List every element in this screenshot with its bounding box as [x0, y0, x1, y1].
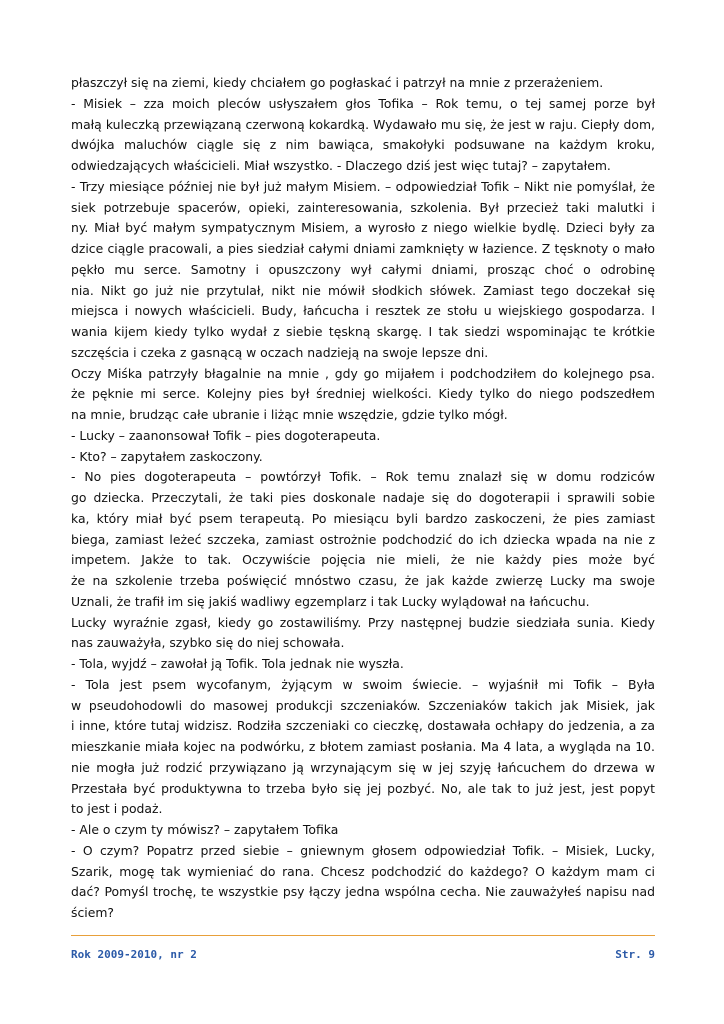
text-line: - Ale o czym ty mówisz? – zapytałem Tofika	[71, 822, 339, 837]
text-line: miejsca i nowych właścicieli. Budy, łańcucha i resztek ze stołu u wiejskiego gospodarza. I	[71, 303, 655, 319]
text-line: - Tola, wyjdź – zawołał ją Tofik. Tola jednak nie wyszła.	[71, 656, 404, 671]
footer-page-number: Str. 9	[615, 948, 655, 961]
text-line: Lucky wyraźnie zgasł, kiedy go zostawiliśmy. Przy następnej budzie siedziała sunia. Kiedy	[71, 614, 655, 630]
text-line: że pęknie mi serce. Kolejny pies był średniej wielkości. Kiedy tylko do niego podszedłem	[71, 386, 655, 402]
text-line: biega, zamiast leżeć szczeka, zamiast ostrożnie podchodzić do ich dziecka wpada na nie z	[71, 531, 655, 547]
text-line: płaszczył się na ziemi, kiedy chciałem go pogłaskać i patrzył na mnie z przerażeniem.	[71, 75, 604, 90]
text-line: dzice ciągle pracowali, a pies siedział całymi dniami zamknięty w łazience. Z tęsknoty o mało	[71, 241, 655, 256]
text-line: go dziecka. Przeczytali, że taki pies doskonale nadaje się do dogoterapii i sprawili sobie	[71, 490, 655, 505]
text-line: - Misiek – zza moich pleców usłyszałem głos Tofika – Rok temu, o tej samej porze był	[71, 95, 655, 111]
text-line: że na szkolenie trzeba poświęcić mnóstwo czasu, że jak każde zwierzę Lucky ma swoje	[71, 573, 655, 588]
text-line: dać? Pomyśl trochę, te wszystkie psy łączy jedna wspólna cecha. Nie zauważyłeś napisu nad	[71, 884, 655, 900]
text-line: impetem. Jakże to tak. Oczywiście pojęcia nie mieli, że nie każdy pies może być	[71, 552, 655, 568]
text-line: - Kto? – zapytałem zaskoczony.	[71, 448, 263, 464]
text-line: - Lucky – zaanonsował Tofik – pies dogoterapeuta.	[71, 427, 381, 443]
text-line: Uznali, że trafił im się jakiś wadliwy egzemplarz i tak Lucky wylądował na łańcuchu.	[71, 593, 590, 609]
text-line: Przestała być produktywna to trzeba było się jej pozbyć. No, ale tak to już jest, jest popyt	[71, 780, 655, 796]
text-line: mieszkanie miała kojec na podwórku, z błotem zamiast posłania. Ma 4 lata, a wygląda na 10.	[71, 739, 655, 754]
text-line: nia. Nikt go już nie przytulał, nikt nie mówił słodkich słówek. Zamiast tego doczekał się	[71, 282, 655, 298]
text-line: - Tola jest psem wycofanym, żyjącym w swoim świecie. – wyjaśnił mi Tofik – Była	[71, 676, 655, 692]
text-line: to jest i podaż.	[71, 801, 163, 817]
text-line: wania kijem kiedy tylko wydał z siebie tęskną skargę. I tak siedzi wspominając te krótkie	[71, 324, 655, 339]
text-line: - O czym? Popatrz przed siebie – gniewnym głosem odpowiedział Tofik. – Misiek, Lucky,	[71, 842, 655, 858]
footer-issue: Rok 2009-2010, nr 2	[71, 948, 197, 961]
text-line: na mnie, brudząc całe ubranie i liżąc mnie wszędzie, gdzie tylko mógł.	[71, 407, 508, 422]
text-line: nas zauważyła, szybko się do niej schowała.	[71, 635, 345, 651]
text-line: - No pies dogoterapeuta – powtórzył Tofik. – Rok temu znalazł się w domu rodziców	[71, 469, 655, 485]
text-line: Oczy Miśka patrzyły błagalnie na mnie , gdy go mijałem i podchodziłem do kolejnego psa.	[71, 365, 655, 381]
text-line: szczęścia i czeka z gasnącą w oczach nadzieją na swoje lepsze dni.	[71, 344, 489, 360]
article-body	[71, 73, 655, 924]
text-line: Szarik, mogę tak wymieniać do rana. Chcesz podchodzić do każdego? O każdym mam ci	[71, 863, 655, 879]
text-line: odwiedzających właścicieli. Miał wszystko. - Dlaczego dziś jest więc tutaj? – zapytałem.	[71, 158, 611, 173]
text-line: siek potrzebuje spacerów, opieki, zainteresowania, szkolenia. Był przecież taki malutki i	[71, 199, 655, 215]
text-line: nie mogła już rodzić przywiązano ją wrzynającym się w jej szyję łańcuchem do drzewa w	[71, 759, 655, 775]
footer-divider	[71, 935, 655, 936]
text-line: w pseudohodowli do masowej produkcji szczeniaków. Szczeniaków takich jak Misiek, jak	[71, 697, 655, 713]
text-line: i inne, które tutaj widzisz. Rodziła szczeniaki co cieczkę, dostawała ochłapy do jedzenia, a za	[71, 718, 655, 734]
text-line: małą kuleczką przewiązaną czerwoną kokardką. Wydawało mu się, że jest w raju. Ciepły dom,	[71, 116, 655, 132]
text-line: pękło mu serce. Samotny i opuszczony wył całymi dniami, prosząc choć o odrobinę	[71, 261, 655, 277]
text-line: - Trzy miesiące później nie był już małym Misiem. – odpowiedział Tofik – Nikt nie pomyślał, że	[71, 178, 655, 194]
text-line: ny. Miał być małym sympatycznym Misiem, a wyrosło z niego wielkie bydlę. Dzieci były za	[71, 220, 655, 236]
text-line: ka, który miał być psem terapeutą. Po miesiącu byli bardzo zaskoczeni, że pies zamiast	[71, 510, 655, 526]
text-line: ściem?	[71, 905, 114, 920]
text-line: dwójka maluchów ciągle się z nim bawiąca, smakołyki podsuwane na każdym kroku,	[71, 137, 655, 153]
